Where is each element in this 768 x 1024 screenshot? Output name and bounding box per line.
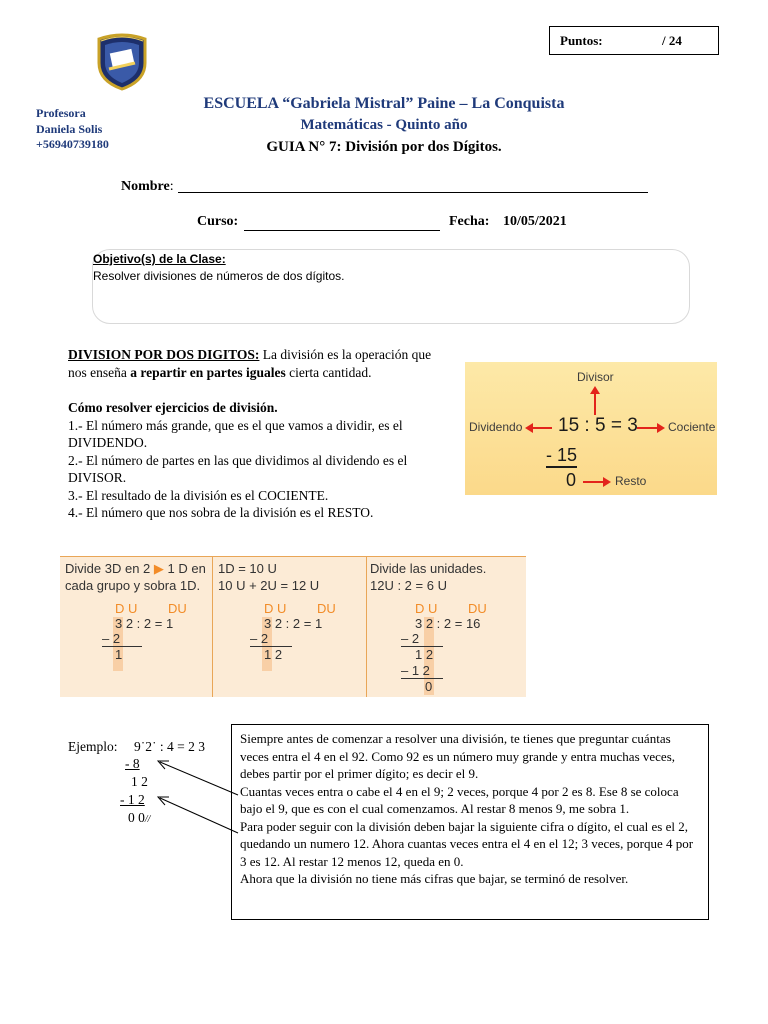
example-label: Ejemplo: [68, 739, 118, 754]
name-label: Nombre: [121, 179, 174, 194]
subtract-step: – 2 [250, 631, 292, 647]
division-operation: 15 : 5 = 3 [558, 415, 638, 436]
subtract-step: – 1 2 [401, 663, 443, 679]
right-arrow-icon [583, 476, 611, 488]
dividend-label: Dividendo [469, 420, 523, 434]
howto-title: Cómo resolver ejercicios de división. [68, 400, 278, 415]
howto-block [68, 399, 452, 522]
subject-title: Matemáticas - Quinto año [300, 117, 468, 133]
date-value: 10/05/2021 [503, 214, 567, 229]
example-r1: 1 2 [131, 774, 148, 789]
division-op: 3 2 : 2 = 1 [115, 616, 174, 631]
objective-title: Objetivo(s) de la Clase: [93, 252, 226, 266]
intro-sentence-bold: a repartir en partes iguales [130, 364, 286, 380]
pointer-arrows [150, 755, 240, 835]
example-sub2: - 1 2 [120, 792, 145, 807]
teacher-role: Profesora [36, 106, 86, 120]
step-item: 2.- El número de partes en las que dividimos al dividendo es el DIVISOR. [68, 452, 408, 485]
school-title: ESCUELA “Gabriela Mistral” Paine – La Conquista [203, 95, 565, 112]
step3-text: Divide las unidades. 12U : 2 = 6 U [370, 561, 487, 593]
place-value-header: D U [264, 601, 287, 616]
name-field[interactable] [178, 192, 648, 193]
teacher-name: Daniela Solis [36, 121, 103, 136]
intro-paragraph [68, 346, 452, 381]
points-label: Puntos: [560, 33, 603, 48]
step-by-step-diagram [60, 556, 526, 697]
example-sub1: - 8 [125, 756, 140, 771]
play-arrow-icon: ▶ [153, 561, 164, 576]
course-field[interactable] [244, 230, 440, 231]
place-value-header: D U [415, 601, 438, 616]
teacher-phone: +56940739180 [36, 137, 109, 151]
explanation-paragraph: Cuantas veces entra o cabe el 4 en el 9; 2 veces, porque 4 por 2 es 8. Ese 8 se coloca bajo el 9, que es con el cual comenzamos. Al restar 8 menos 9, me sobra 1. [240, 783, 679, 816]
points-box [549, 26, 719, 55]
guide-title: GUIA N° 7: División por dos Dígitos. [266, 139, 502, 155]
step-item: 1.- El número más grande, que es el que vamos a dividir, es el DIVIDENDO. [68, 417, 403, 450]
explanation-paragraph: Ahora que la división no tiene más cifras que bajar, se terminó de resolver. [240, 871, 629, 886]
subtract-step: – 2 [102, 631, 142, 647]
division-op: 3 2 : 2 = 1 [264, 616, 323, 631]
up-arrow-icon [589, 386, 601, 416]
explanation-paragraph: Siempre antes de comenzar a resolver una división, te tienes que preguntar cuántas veces entra el 4 en el 92. Como 92 es un número muy grande y entra muchas veces, debes partir por el primer dígito; es decir el 9. [240, 731, 675, 781]
course-label: Curso: [197, 214, 239, 229]
intro-heading: DIVISION POR DOS DIGITOS: [68, 347, 260, 362]
place-value-header: D U [115, 601, 138, 616]
explanation-paragraph: Para poder seguir con la división deben bajar la siguiente cifra o dígito, el cual es el 2, quedando un numero 12. Ahora cuantas veces entra el 4 en el 12; 3 veces, porque 4 por 3 es 12. Al restar 12 menos 12, queda en 0. [240, 818, 694, 869]
example-operation: 9˙2˙ : 4 = 2 3 [134, 739, 205, 754]
division-op: 3 2 : 2 = 16 [415, 616, 481, 631]
school-crest-logo [91, 33, 153, 91]
remainder-value: 0 [566, 470, 577, 490]
subtract-value: - 15 [546, 444, 577, 468]
remainder-step: 0 [425, 679, 433, 694]
step2-text: 1D = 10 U 10 U + 2U = 12 U [218, 561, 320, 593]
step1-text: Divide 3D en 2 ▶ 1 D en cada grupo y sobra 1D. [65, 561, 206, 593]
quotient-label: Cociente [668, 420, 716, 434]
objective-text: Resolver divisiones de números de dos dígitos. [93, 269, 345, 283]
remainder-label: Resto [615, 474, 647, 488]
left-arrow-icon [525, 422, 553, 434]
right-arrow-icon [637, 422, 665, 434]
divisor-label: Divisor [577, 370, 614, 384]
place-value-header: DU [317, 601, 336, 616]
step-item: 3.- El resultado de la división es el COCIENTE. [68, 487, 329, 503]
place-value-header: DU [168, 601, 187, 616]
explanation-box [231, 724, 709, 920]
step-item: 4.- El número que nos sobra de la división es el RESTO. [68, 505, 374, 520]
intro-sentence-a: La división es la operación que nos enseña [68, 347, 432, 380]
remainder-step: 1 2 [264, 647, 283, 662]
intro-sentence-b: cierta cantidad. [285, 364, 372, 380]
points-value: / 24 [662, 33, 682, 48]
place-value-header: DU [468, 601, 487, 616]
example-r2: 0 0// [128, 810, 151, 825]
remainder-step: 1 2 [415, 647, 434, 662]
remainder-step: 1 [115, 647, 123, 662]
subtract-step: – 2 [401, 631, 443, 647]
division-parts-diagram [465, 362, 717, 495]
date-label: Fecha: [449, 214, 490, 229]
